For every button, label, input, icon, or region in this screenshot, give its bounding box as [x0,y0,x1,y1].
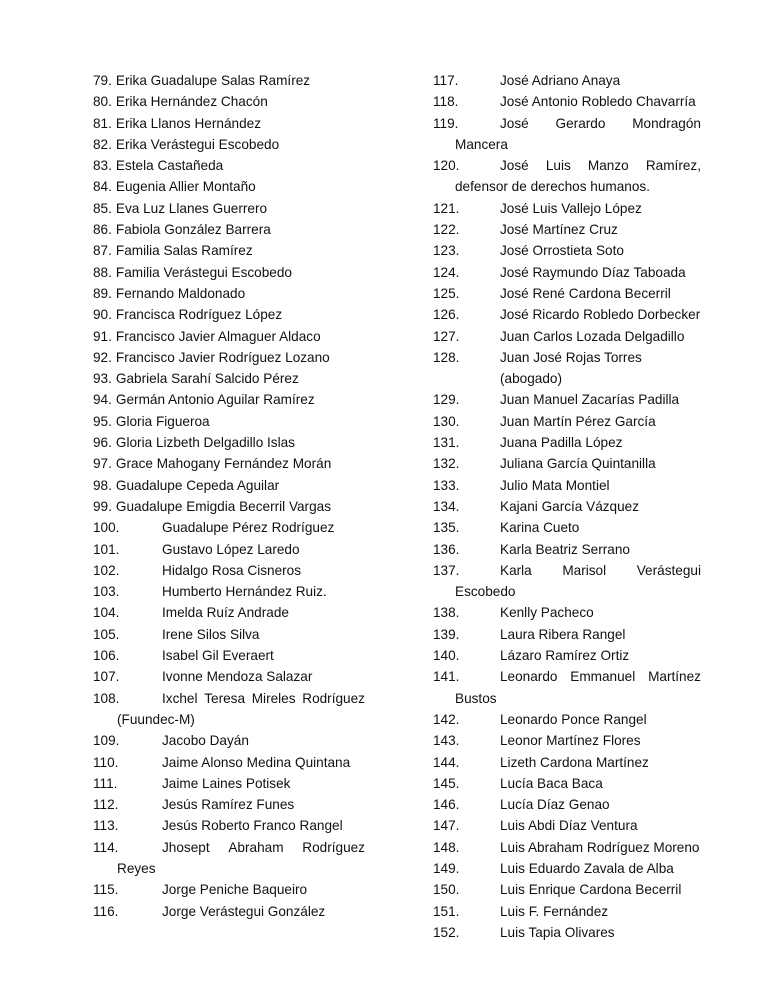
list-item [93,432,365,453]
list-item [433,240,701,261]
item-number: 151. [433,903,460,919]
item-number: 81. [93,115,112,131]
list-item [433,730,701,751]
item-number: 107. [93,669,120,685]
item-name: José Adriano Anaya [500,73,621,88]
list-item [93,901,365,922]
list-item [93,198,365,219]
item-name: Gloria Lizbeth Delgadillo Islas [115,435,295,451]
list-item [433,411,701,432]
right-column-list [433,70,701,943]
item-number: 103. [93,584,120,600]
item-name [500,155,701,176]
item-name: Erika Llanos Hernández [115,115,261,131]
list-item [433,815,701,836]
item-name: Hidalgo Rosa Cisneros [162,562,302,578]
item-number: 93. [93,371,112,387]
item-name: Lázaro Ramírez Ortiz [500,648,630,664]
list-item [433,666,701,709]
item-name-word: Karla [500,562,532,578]
list-item [433,922,701,943]
list-item [433,198,701,219]
item-name: José René Cardona Becerril [500,285,671,301]
item-name-word: Rodríguez [302,690,365,706]
item-number: 145. [433,775,460,791]
list-item [433,858,701,879]
item-number: 126. [433,307,460,323]
list-item [93,666,365,687]
list-item [433,155,701,198]
item-number: 147. [433,818,460,834]
item-number: 82. [93,136,112,152]
list-item [433,453,701,474]
item-name [500,113,701,134]
item-name-word: Mireles [251,690,296,706]
item-number: 92. [93,349,112,365]
item-number: 136. [433,541,460,557]
list-item [433,475,701,496]
list-item [93,411,365,432]
list-item [93,134,365,155]
item-name: Karla Beatriz Serrano [500,541,630,557]
item-name: José Ricardo Robledo Dorbecker [500,307,701,323]
list-item [93,347,365,368]
list-item [433,432,701,453]
item-name: Fernando Maldonado [115,285,246,301]
item-number: 139. [433,626,460,642]
item-name-continuation: Bustos [455,690,497,706]
item-number: 85. [93,200,112,216]
item-number: 109. [93,733,120,749]
item-name: Gloria Figueroa [115,413,210,429]
item-number: 134. [433,498,460,514]
item-name: Kenlly Pacheco [500,605,594,621]
list-item [433,389,701,410]
item-name: Francisca Rodríguez López [115,307,283,323]
list-item [93,176,365,197]
item-number: 110. [93,754,119,770]
item-name: Humberto Hernández Ruiz. [162,584,327,600]
list-item [433,645,701,666]
item-name: Lucía Baca Baca [500,775,603,791]
item-name: Luis Eduardo Zavala de Alba [500,860,674,876]
list-item [93,219,365,240]
item-name: Leonor Martínez Flores [500,733,641,749]
list-item [93,496,365,517]
list-item [93,326,365,347]
item-number: 89. [93,285,112,301]
left-column-list [93,70,365,922]
list-item [93,837,365,880]
item-number: 96. [93,435,112,451]
item-name: Fabiola González Barrera [115,222,271,238]
item-number: 148. [433,839,460,855]
list-item [433,794,701,815]
item-number: 149. [433,860,460,876]
item-number: 146. [433,797,460,813]
item-name-continuation: Escobedo [455,584,516,600]
item-number: 111. [93,775,118,791]
item-name: Jorge Peniche Baqueiro [162,882,308,898]
item-name [500,560,701,581]
item-number: 86. [93,222,112,238]
item-number: 100. [93,520,120,536]
item-name-word: Marisol [562,562,607,578]
list-item [433,262,701,283]
item-name: Jesús Roberto Franco Rangel [162,818,343,834]
item-number: 106. [93,648,120,664]
item-name: Erika Guadalupe Salas Ramírez [115,73,311,88]
item-number: 123. [433,243,460,259]
list-item [93,794,365,815]
item-name: Erika Verástegui Escobedo [115,136,280,152]
list-item [93,539,365,560]
item-number: 143. [433,733,460,749]
item-name: Juan Martín Pérez García [500,413,656,429]
item-number: 140. [433,648,460,664]
item-name-word: Ramírez, [645,158,701,174]
item-number: 138. [433,605,460,621]
item-number: 104. [93,605,120,621]
item-name: Jesús Ramírez Funes [162,797,295,813]
list-item [93,389,365,410]
list-item [93,283,365,304]
item-name-word: Emmanuel [570,669,636,685]
item-name: Francisco Javier Rodríguez Lozano [115,349,330,365]
item-name: Luis Tapia Olivares [500,924,615,940]
list-item [93,560,365,581]
list-item [433,347,701,390]
item-name: José Raymundo Díaz Taboada [500,264,686,280]
list-item [93,70,365,91]
item-name: Isabel Gil Everaert [162,648,274,664]
item-number: 132. [433,456,460,472]
list-item [433,326,701,347]
item-name: Lucía Díaz Genao [500,797,610,813]
item-name-continuation: Mancera [455,136,508,152]
item-name: Germán Antonio Aguilar Ramírez [115,392,315,408]
list-item [433,602,701,623]
list-item [433,70,701,91]
list-item [433,752,701,773]
item-name: Estela Castañeda [115,158,224,174]
item-number: 135. [433,520,460,536]
item-name: Jacobo Dayán [162,733,249,749]
list-item [93,752,365,773]
item-number: 91. [93,328,112,344]
item-number: 121. [433,200,460,216]
list-item [93,262,365,283]
item-name: Juan José Rojas Torres (abogado) [500,349,642,387]
item-name: Julio Mata Montiel [500,477,610,493]
list-item [93,602,365,623]
list-item [433,219,701,240]
list-item [93,581,365,602]
item-name: Juliana García Quintanilla [500,456,656,472]
item-number: 114. [93,839,119,855]
item-number: 101. [93,541,120,557]
item-name: Lizeth Cardona Martínez [500,754,649,770]
list-item [93,624,365,645]
item-number: 116. [93,903,119,919]
item-name: Imelda Ruíz Andrade [162,605,289,621]
item-number: 97. [93,456,112,472]
item-number: 84. [93,179,112,195]
item-number: 127. [433,328,460,344]
item-name: Eva Luz Llanes Guerrero [115,200,268,216]
item-name-word: Martínez [648,669,701,685]
item-name: Irene Silos Silva [162,626,260,642]
item-number: 105. [93,626,120,642]
item-name-word: Ixchel [162,690,198,706]
item-name: Jaime Laines Potisek [162,775,291,791]
item-number: 150. [433,882,460,898]
item-number: 87. [93,243,112,259]
item-number: 83. [93,158,112,174]
list-item [93,304,365,325]
item-name-word: Mondragón [632,115,701,131]
item-name-continuation: Reyes [117,860,156,876]
list-item [93,91,365,112]
item-number: 88. [93,264,112,280]
item-number: 94. [93,392,112,408]
list-item [433,496,701,517]
item-number: 133. [433,477,460,493]
item-name: Luis F. Fernández [500,903,609,919]
item-name: José Luis Vallejo López [500,200,642,216]
item-name: José Antonio Robledo Chavarría [500,94,696,110]
item-number: 108. [93,690,120,706]
list-item [93,155,365,176]
item-name-word: José [500,115,529,131]
item-name: Karina Cueto [500,520,580,536]
list-item [93,645,365,666]
item-number: 120. [433,158,460,174]
list-item [93,368,365,389]
item-number: 115. [93,882,119,898]
item-name-word: José [500,158,529,174]
item-name: Erika Hernández Chacón [115,94,268,110]
item-name [500,666,701,687]
item-number: 130. [433,413,460,429]
item-name: José Martínez Cruz [500,222,618,238]
item-number: 90. [93,307,112,323]
list-item [433,283,701,304]
list-item [433,560,701,603]
list-item [433,709,701,730]
item-number: 128. [433,349,460,365]
item-name-word: Rodríguez [302,839,365,855]
item-number: 112. [93,797,119,813]
item-name: Luis Abraham Rodríguez Moreno [500,839,700,855]
item-name: Luis Enrique Cardona Becerril [500,882,682,898]
list-item [93,240,365,261]
item-name: Juan Manuel Zacarías Padilla [500,392,680,408]
item-name: Kajani García Vázquez [500,498,640,514]
item-name-word: Abraham [228,839,284,855]
item-name: Ivonne Mendoza Salazar [162,669,313,685]
item-name: Guadalupe Pérez Rodríguez [162,520,335,536]
item-number: 113. [93,818,119,834]
item-number: 99. [93,498,112,514]
item-name: Luis Abdi Díaz Ventura [500,818,638,834]
list-item [93,773,365,794]
item-number: 125. [433,285,460,301]
item-name-word: Manzo [587,158,629,174]
list-item [93,453,365,474]
item-name-word: Verástegui [636,562,701,578]
item-name [162,688,365,709]
item-number: 102. [93,562,120,578]
item-number: 124. [433,264,460,280]
item-name: José Orrostieta Soto [500,243,624,259]
item-name: Grace Mahogany Fernández Morán [115,456,332,472]
list-item [93,815,365,836]
list-item [433,879,701,900]
item-number: 144. [433,754,460,770]
list-item [433,517,701,538]
item-name: Familia Verástegui Escobedo [115,264,292,280]
item-name: Jaime Alonso Medina Quintana [162,754,351,770]
item-name: Juana Padilla López [500,435,623,451]
list-item [433,837,701,858]
list-item [93,688,365,731]
item-name: Guadalupe Emigdia Becerril Vargas [115,498,332,514]
item-name: Gustavo López Laredo [162,541,300,557]
item-number: 122. [433,222,460,238]
list-item [433,901,701,922]
item-name: Gabriela Sarahí Salcido Pérez [115,371,299,387]
item-number: 152. [433,924,460,940]
item-name-word: Luis [545,158,571,174]
item-name-continuation: defensor de derechos humanos. [455,179,650,195]
item-number: 141. [433,669,460,685]
list-item [433,773,701,794]
item-number: 129. [433,392,460,408]
list-item [93,475,365,496]
list-item [433,304,701,325]
list-item [433,113,701,156]
list-item [93,879,365,900]
item-number: 137. [433,562,460,578]
item-name: Eugenia Allier Montaño [115,179,256,195]
item-name: Jorge Verástegui González [162,903,326,919]
item-name: Familia Salas Ramírez [115,243,253,259]
item-number: 119. [433,115,459,131]
list-item [433,91,701,112]
item-name-continuation: (Fuundec-M) [117,711,195,727]
item-name: Leonardo Ponce Rangel [500,711,647,727]
item-number: 79. [93,73,112,88]
item-name [162,837,365,858]
item-name-word: Leonardo [500,669,558,685]
item-name: Francisco Javier Almaguer Aldaco [115,328,321,344]
item-number: 95. [93,413,112,429]
item-number: 98. [93,477,112,493]
list-item [93,730,365,751]
list-item [433,624,701,645]
item-number: 80. [93,94,112,110]
list-item [93,517,365,538]
item-number: 142. [433,711,460,727]
item-name-word: Teresa [204,690,246,706]
item-name: Guadalupe Cepeda Aguilar [115,477,280,493]
list-item [433,539,701,560]
item-number: 117. [433,73,459,88]
item-number: 118. [433,94,459,110]
item-name: Juan Carlos Lozada Delgadillo [500,328,685,344]
item-name: Laura Ribera Rangel [500,626,626,642]
item-number: 131. [433,435,460,451]
item-name-word: Jhosept [162,839,210,855]
item-name-word: Gerardo [555,115,606,131]
list-item [93,113,365,134]
